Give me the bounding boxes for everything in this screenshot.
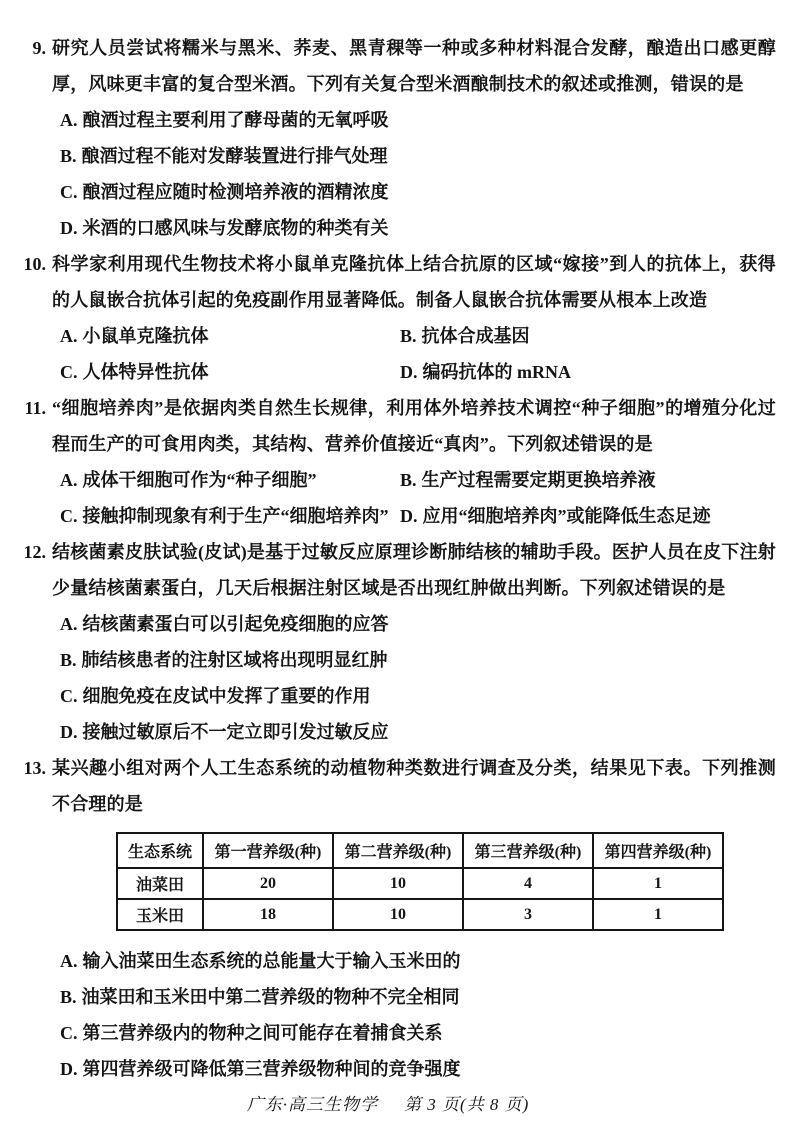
question-stem: 研究人员尝试将糯米与黑米、荞麦、黑青稞等一种或多种材料混合发酵，酿造出口感更醇厚，风味更丰富的复合型米酒。下列有关复合型米酒酿制技术的叙述或推测，错误的是 — [52, 38, 776, 94]
option-text: 抗体合成基因 — [421, 326, 530, 346]
option-label: A. — [60, 326, 78, 346]
option-label: C. — [60, 182, 78, 202]
option-b — [400, 462, 776, 498]
option-label: D. — [400, 362, 418, 382]
table-header-cell: 第三营养级(种) — [463, 833, 593, 868]
option-label: C. — [60, 686, 78, 706]
option-text: 酿酒过程主要利用了酵母菌的无氧呼吸 — [82, 110, 389, 130]
question-body — [49, 750, 776, 1087]
option-text: 米酒的口感风味与发酵底物的种类有关 — [82, 218, 389, 238]
option-c — [60, 498, 400, 534]
table-header-row — [117, 833, 723, 868]
option-text: 应用“细胞培养肉”或能降低生态足迹 — [422, 506, 711, 526]
option-text: 第四营养级可降低第三营养级物种间的竞争强度 — [82, 1059, 461, 1079]
question-body — [49, 534, 776, 750]
option-label: B. — [60, 146, 77, 166]
option-text: 编码抗体的 mRNA — [422, 362, 571, 382]
option-text: 生产过程需要定期更换培养液 — [421, 470, 656, 490]
footer-page-indicator: 第 3 页(共 8 页) — [403, 1095, 530, 1114]
option-b — [60, 138, 776, 174]
option-c — [60, 174, 776, 210]
option-label: D. — [60, 722, 78, 742]
option-text: 输入油菜田生态系统的总能量大于输入玉米田的 — [82, 951, 461, 971]
option-text: 接触过敏原后不一定立即引发过敏反应 — [82, 722, 389, 742]
option-c — [60, 1015, 776, 1051]
table-header-cell: 第一营养级(种) — [203, 833, 333, 868]
options-grid — [52, 318, 776, 390]
question-number: 12. — [23, 542, 46, 562]
option-label: A. — [60, 614, 78, 634]
question-stem: 科学家利用现代生物技术将小鼠单克隆抗体上结合抗原的区域“嫁接”到人的抗体上，获得的人鼠嵌合抗体引起的免疫副作用显著降低。制备人鼠嵌合抗体需要从根本上改造 — [52, 254, 776, 310]
footer-exam-title: 广东·高三生物学 — [246, 1095, 378, 1114]
option-label: C. — [60, 506, 78, 526]
option-text: 细胞免疫在皮试中发挥了重要的作用 — [82, 686, 371, 706]
option-text: 小鼠单克隆抗体 — [82, 326, 209, 346]
option-label: C. — [60, 362, 78, 382]
option-text: 酿酒过程应随时检测培养液的酒精浓度 — [82, 182, 389, 202]
options-list — [52, 606, 776, 750]
option-c — [60, 678, 776, 714]
options-list — [52, 943, 776, 1087]
table-cell: 玉米田 — [117, 899, 203, 930]
option-a — [60, 943, 776, 979]
option-d — [400, 498, 776, 534]
options-list — [52, 102, 776, 246]
option-text: 接触抑制现象有利于生产“细胞培养肉” — [82, 506, 389, 526]
option-a — [60, 606, 776, 642]
option-label: B. — [60, 650, 77, 670]
option-label: A. — [60, 470, 78, 490]
question-13 — [0, 750, 776, 1087]
option-text: 人体特异性抗体 — [82, 362, 209, 382]
table-row — [117, 868, 723, 899]
table-header-cell: 第四营养级(种) — [593, 833, 723, 868]
option-text: 肺结核患者的注射区域将出现明显红肿 — [81, 650, 388, 670]
option-a — [60, 462, 400, 498]
question-number: 9. — [32, 38, 46, 58]
option-label: A. — [60, 110, 78, 130]
option-label: C. — [60, 1023, 78, 1043]
question-stem: 结核菌素皮肤试验(皮试)是基于过敏反应原理诊断肺结核的辅助手段。医护人员在皮下注射少量结核菌素蛋白，几天后根据注射区域是否出现红肿做出判断。下列叙述错误的是 — [52, 542, 776, 598]
table-cell: 1 — [593, 868, 723, 899]
option-label: D. — [60, 1059, 78, 1079]
option-d — [400, 354, 776, 390]
table-cell: 10 — [333, 899, 463, 930]
question-stem: 某兴趣小组对两个人工生态系统的动植物种类数进行调查及分类，结果见下表。下列推测不合理的是 — [52, 758, 776, 814]
option-label: B. — [400, 470, 417, 490]
table-cell: 10 — [333, 868, 463, 899]
options-grid — [52, 462, 776, 534]
question-body — [49, 30, 776, 246]
option-label: D. — [60, 218, 78, 238]
question-number: 10. — [23, 254, 46, 274]
table-cell: 油菜田 — [117, 868, 203, 899]
option-d — [60, 714, 776, 750]
table-cell: 1 — [593, 899, 723, 930]
page-footer — [0, 1093, 776, 1117]
option-label: B. — [400, 326, 417, 346]
question-stem: “细胞培养肉”是依据肉类自然生长规律，利用体外培养技术调控“种子细胞”的增殖分化过程而生产的可食用肉类，其结构、营养价值接近“真肉”。下列叙述错误的是 — [52, 398, 776, 454]
question-9 — [0, 30, 776, 246]
option-label: A. — [60, 951, 78, 971]
question-11 — [0, 390, 776, 534]
question-number: 13. — [23, 758, 46, 778]
question-12 — [0, 534, 776, 750]
option-a — [60, 318, 400, 354]
question-number: 11. — [24, 398, 46, 418]
option-text: 酿酒过程不能对发酵装置进行排气处理 — [81, 146, 388, 166]
table-cell: 20 — [203, 868, 333, 899]
option-d — [60, 210, 776, 246]
question-10 — [0, 246, 776, 390]
table-cell: 4 — [463, 868, 593, 899]
table-header-cell: 生态系统 — [117, 833, 203, 868]
question-body — [49, 390, 776, 534]
option-text: 结核菌素蛋白可以引起免疫细胞的应答 — [82, 614, 389, 634]
option-text: 成体干细胞可作为“种子细胞” — [82, 470, 317, 490]
option-b — [400, 318, 776, 354]
option-c — [60, 354, 400, 390]
table-cell: 18 — [203, 899, 333, 930]
option-d — [60, 1051, 776, 1087]
table-row — [117, 899, 723, 930]
option-label: B. — [60, 987, 77, 1007]
option-b — [60, 979, 776, 1015]
table-header-cell: 第二营养级(种) — [333, 833, 463, 868]
trophic-table — [116, 832, 724, 931]
option-label: D. — [400, 506, 418, 526]
question-body — [49, 246, 776, 390]
option-b — [60, 642, 776, 678]
option-a — [60, 102, 776, 138]
table-cell: 3 — [463, 899, 593, 930]
option-text: 油菜田和玉米田中第二营养级的物种不完全相同 — [81, 987, 460, 1007]
option-text: 第三营养级内的物种之间可能存在着捕食关系 — [82, 1023, 443, 1043]
